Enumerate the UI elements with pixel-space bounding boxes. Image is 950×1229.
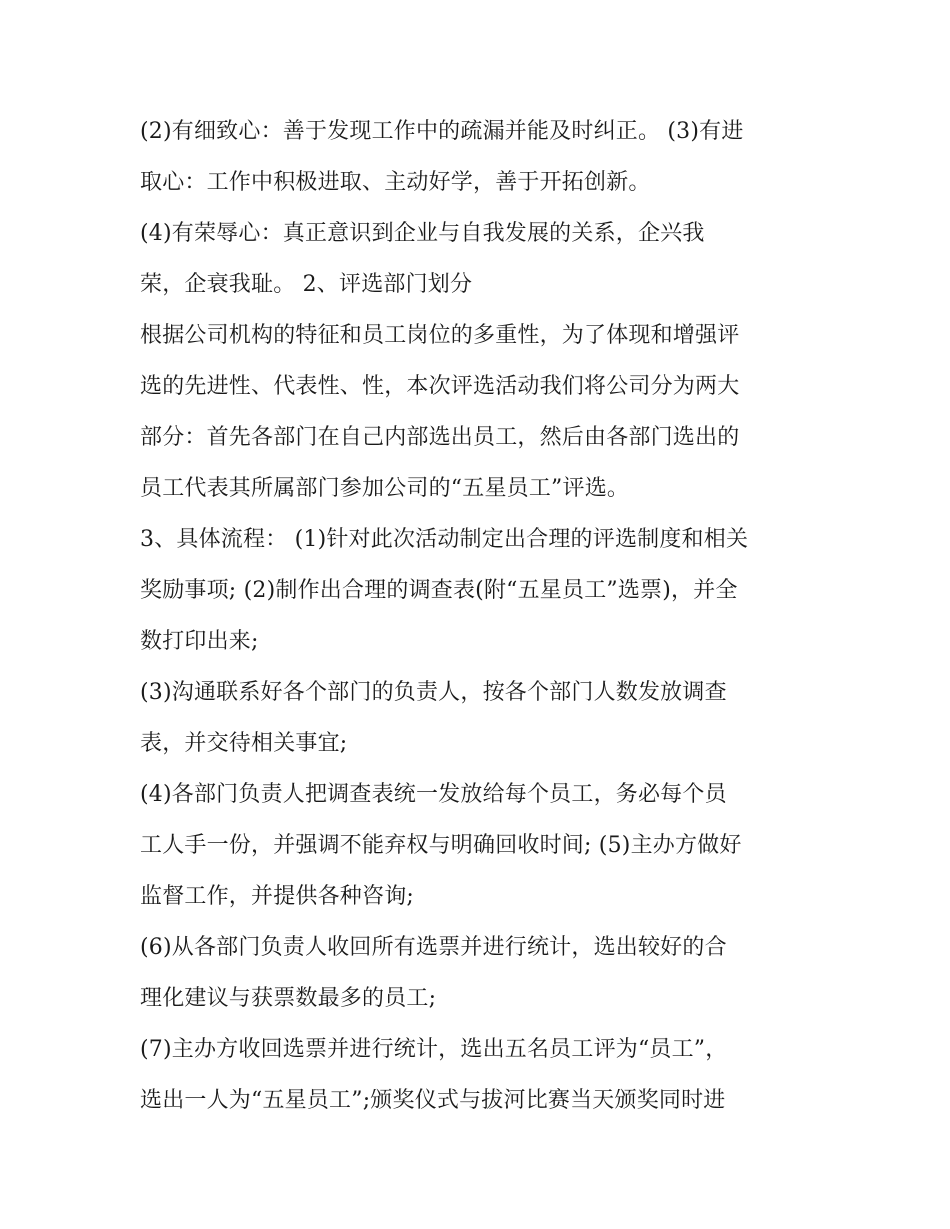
text-line: 数打印出来; — [140, 629, 259, 654]
text-line: 奖励事项; (2)制作出合理的调查表(附“五星员工”选票)，并全 — [140, 578, 738, 603]
text-line: 取心：工作中积极进取、主动好学，善于开拓创新。 — [140, 170, 651, 195]
text-line: (7)主办方收回选票并进行统计，选出五名员工评为“员工”， — [140, 1037, 728, 1062]
text-line: 选出一人为“五星员工”;颁奖仪式与拔河比赛当天颁奖同时进 — [140, 1088, 726, 1113]
text-line: 监督工作，并提供各种咨询; — [140, 884, 415, 909]
text-line: 员工代表其所属部门参加公司的“五星员工”评选。 — [140, 476, 630, 501]
document-body — [140, 106, 820, 1126]
text-line: (4)有荣辱心：真正意识到企业与自我发展的关系，企兴我 — [140, 221, 705, 246]
text-line: (3)沟通联系好各个部门的负责人，按各个部门人数发放调查 — [140, 680, 727, 705]
text-line: 根据公司机构的特征和员工岗位的多重性，为了体现和增强评 — [140, 323, 740, 348]
text-line: 工人手一份，并强调不能弃权与明确回收时间; (5)主办方做好 — [140, 833, 742, 858]
text-line: 荣，企衰我耻。 2、评选部门划分 — [140, 272, 473, 297]
text-line: 表，并交待相关事宜; — [140, 731, 348, 756]
text-line: (2)有细致心：善于发现工作中的疏漏并能及时纠正。 (3)有进 — [140, 119, 744, 144]
text-line: (6)从各部门负责人收回所有选票并进行统计，选出较好的合 — [140, 935, 727, 960]
text-line: 选的先进性、代表性、性，本次评选活动我们将公司分为两大 — [140, 374, 740, 399]
text-line: 部分：首先各部门在自己内部选出员工，然后由各部门选出的 — [140, 425, 740, 450]
text-line: 理化建议与获票数最多的员工; — [140, 986, 437, 1011]
text-line: 3、具体流程： (1)针对此次活动制定出合理的评选制度和相关 — [140, 527, 749, 552]
text-line: (4)各部门负责人把调查表统一发放给每个员工，务必每个员 — [140, 782, 727, 807]
